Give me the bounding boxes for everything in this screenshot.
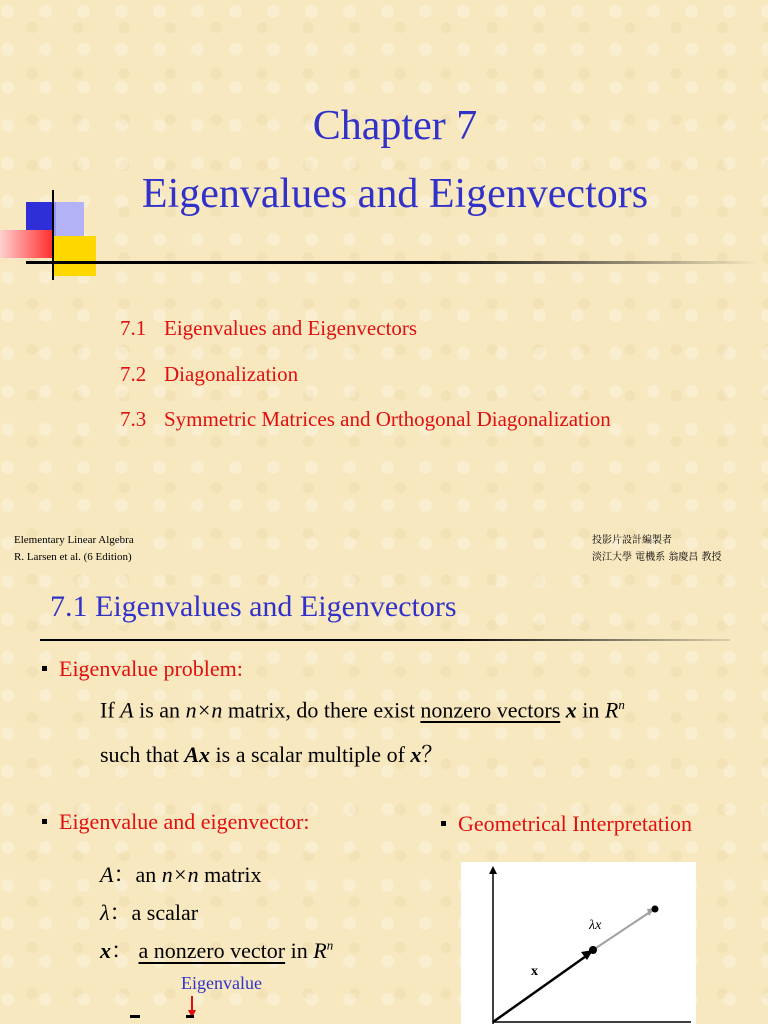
section-title: 7.1 Eigenvalues and Eigenvectors xyxy=(50,590,457,623)
bullet-square-icon xyxy=(441,821,446,826)
bullet-geometrical-interpretation xyxy=(441,811,692,837)
math-nxn: n×n xyxy=(161,862,199,887)
math-R: R xyxy=(313,938,327,963)
definition-A xyxy=(100,858,262,889)
math-Ax: Ax xyxy=(184,742,211,767)
question-line-1 xyxy=(100,697,625,723)
title-divider xyxy=(26,261,758,264)
toc-item-1[interactable] xyxy=(120,316,417,341)
decor-yellow-square xyxy=(54,236,96,276)
math-x: x xyxy=(410,742,422,767)
math-R: R xyxy=(604,697,619,723)
bullet-label: Eigenvalue problem: xyxy=(59,656,243,681)
eigenvalue-label: Eigenvalue xyxy=(181,973,262,993)
text: a scalar xyxy=(131,900,199,925)
footer-right xyxy=(592,532,722,566)
toc-item-3[interactable] xyxy=(120,407,611,432)
footer-authors: R. Larsen et al. (6 Edition) xyxy=(14,551,132,563)
chapter-title: Chapter 7 xyxy=(312,103,478,149)
lambda-x-point xyxy=(652,906,659,913)
text: matrix xyxy=(198,862,262,887)
footer-designer-label: 投影片設計編製者 xyxy=(592,535,672,546)
math-n: n xyxy=(326,937,334,953)
text: in xyxy=(576,697,605,723)
math-x: x xyxy=(100,938,111,963)
underlined-text: a nonzero vector xyxy=(138,938,286,963)
separator: ： xyxy=(109,900,132,925)
bullet-square-icon xyxy=(42,819,47,824)
bullet-square-icon xyxy=(42,666,47,671)
toc-label: Eigenvalues and Eigenvectors xyxy=(164,316,418,340)
bullet-eigenvalue-eigenvector xyxy=(42,809,309,835)
math-nxn: n×n xyxy=(185,697,223,723)
question-line-2 xyxy=(100,738,443,769)
text: matrix, do there exist xyxy=(222,697,421,723)
vector-diagram xyxy=(461,862,696,1024)
definition-lambda xyxy=(100,896,198,927)
math-n: n xyxy=(618,697,625,712)
definition-x xyxy=(100,934,333,965)
math-A: A xyxy=(100,862,114,887)
x-vector xyxy=(493,954,589,1022)
bullet-eigenvalue-problem xyxy=(42,656,243,682)
geometric-diagram xyxy=(461,862,696,1024)
footer-book-title: Elementary Linear Algebra xyxy=(14,534,134,546)
lambda-x-vector xyxy=(593,910,653,950)
footer-left xyxy=(14,532,134,566)
text: in xyxy=(285,938,314,963)
toc-item-2[interactable] xyxy=(120,362,298,387)
footer-designer-name: 淡江大學 電機系 翁慶昌 教授 xyxy=(592,552,722,563)
bullet-label: Eigenvalue and eigenvector: xyxy=(59,809,310,834)
toc-num: 7.3 xyxy=(120,407,147,431)
toc-num: 7.2 xyxy=(120,362,147,386)
toc-num: 7.1 xyxy=(120,316,147,340)
text: an xyxy=(135,862,162,887)
toc-label: Symmetric Matrices and Orthogonal Diagonalization xyxy=(164,407,611,431)
x-point xyxy=(589,946,597,954)
math-lambda: λ xyxy=(100,900,110,925)
section-divider xyxy=(40,639,730,641)
text: is a scalar multiple of xyxy=(210,742,411,767)
chapter-subtitle: Eigenvalues and Eigenvectors xyxy=(141,171,649,217)
diagram-label-lambda-x: λx xyxy=(589,918,602,933)
y-axis-arrow-icon xyxy=(489,866,497,874)
math-A: A xyxy=(120,697,134,723)
math-x: x xyxy=(565,697,577,723)
formula-partial xyxy=(126,1015,206,1024)
text: is an xyxy=(133,697,186,723)
text: such that xyxy=(100,742,185,767)
underlined-text: nonzero vectors xyxy=(420,697,561,723)
separator: ： xyxy=(111,938,134,963)
text: If xyxy=(100,697,121,723)
text: ？ xyxy=(421,742,444,767)
bullet-label: Geometrical Interpretation xyxy=(458,811,692,836)
diagram-label-x: x xyxy=(531,964,538,979)
toc-label: Diagonalization xyxy=(164,362,299,386)
decor-red-square xyxy=(0,230,52,258)
separator: ： xyxy=(113,862,136,887)
